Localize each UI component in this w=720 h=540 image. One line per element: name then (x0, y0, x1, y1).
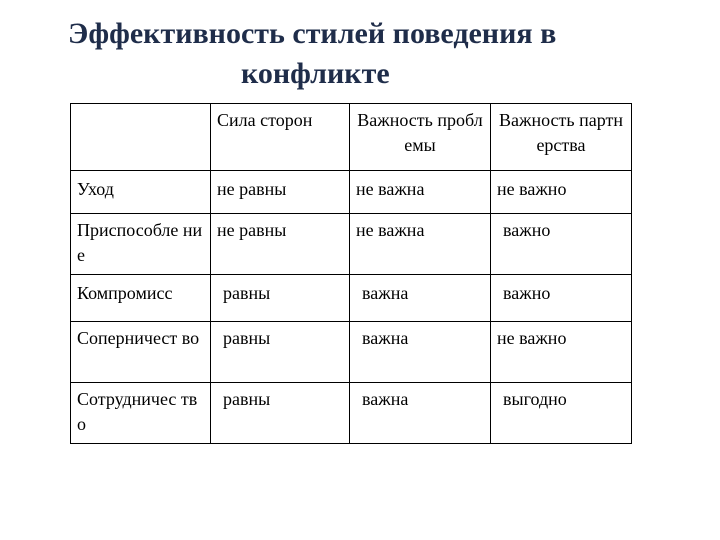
cell-partnership: не важно (491, 322, 632, 383)
header-cell-power: Сила сторон (211, 104, 350, 171)
cell-power: равны (211, 322, 350, 383)
header-cell-empty (71, 104, 211, 171)
cell-power: не равны (211, 171, 350, 214)
cell-power: не равны (211, 214, 350, 275)
table-header-row (71, 104, 632, 171)
cell-problem: важна (350, 322, 491, 383)
cell-partnership: важно (491, 214, 632, 275)
cell-style: Соперничест во (71, 322, 211, 383)
table-row (71, 322, 632, 383)
header-cell-problem: Важность проблемы (350, 104, 491, 171)
cell-problem: не важна (350, 214, 491, 275)
cell-problem: важна (350, 275, 491, 322)
cell-power: равны (211, 275, 350, 322)
cell-problem: важна (350, 383, 491, 444)
cell-power: равны (211, 383, 350, 444)
cell-style: Уход (71, 171, 211, 214)
cell-partnership: важно (491, 275, 632, 322)
cell-problem: не важна (350, 171, 491, 214)
cell-style: Приспособле ние (71, 214, 211, 275)
cell-partnership: не важно (491, 171, 632, 214)
cell-style: Сотрудничес тво (71, 383, 211, 444)
cell-partnership: выгодно (491, 383, 632, 444)
table-row (71, 383, 632, 444)
header-cell-partnership: Важность партнерства (491, 104, 632, 171)
cell-style: Компромисс (71, 275, 211, 322)
table-row (71, 171, 632, 214)
title-line-1: Эффективность стилей поведения в (68, 17, 557, 50)
title-line-2: конфликте (241, 57, 390, 90)
table-row (71, 275, 632, 322)
table-row (71, 214, 632, 275)
slide-title (60, 14, 600, 94)
conflict-styles-table (70, 103, 632, 444)
